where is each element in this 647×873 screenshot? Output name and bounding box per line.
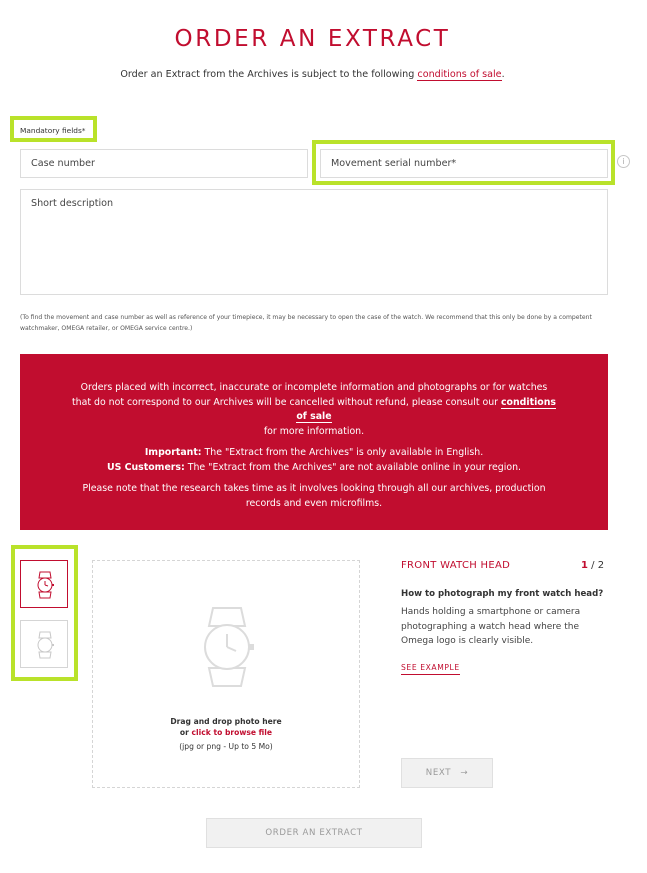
page-title: ORDER AN EXTRACT bbox=[174, 26, 451, 52]
us-customers-label: US Customers: bbox=[106, 461, 185, 473]
photo-dropzone[interactable] bbox=[92, 560, 360, 788]
browse-file-link[interactable]: click to browse file bbox=[191, 728, 273, 737]
mandatory-fields-label: Mandatory fields* bbox=[20, 126, 86, 135]
case-number-placeholder: Case number bbox=[31, 158, 95, 169]
next-label: NEXT bbox=[425, 768, 452, 778]
step-total: / 2 bbox=[591, 560, 605, 571]
thumbnail-back-watch[interactable] bbox=[20, 620, 68, 668]
step-counter bbox=[581, 560, 604, 571]
banner-paragraph-1 bbox=[70, 381, 558, 439]
short-description-field[interactable] bbox=[20, 189, 608, 295]
case-number-field[interactable] bbox=[20, 149, 308, 178]
drag-drop-text: Drag and drop photo here bbox=[170, 717, 282, 726]
see-example-link[interactable]: SEE EXAMPLE bbox=[401, 663, 460, 675]
how-to-title: How to photograph my front watch head? bbox=[401, 589, 604, 599]
banner-p1-suffix: for more information. bbox=[263, 425, 365, 437]
banner-paragraph-3: Please note that the research takes time as it involves looking through all our archives, production records and even microfilms. bbox=[82, 483, 546, 509]
info-icon[interactable]: i bbox=[617, 155, 630, 168]
intro-sentence: Order an Extract from the Archives is subject to the following bbox=[120, 69, 415, 80]
file-format-text: (jpg or png - Up to 5 Mo) bbox=[179, 742, 273, 751]
conditions-of-sale-link[interactable]: conditions of sale bbox=[417, 69, 502, 80]
watch-back-icon bbox=[34, 631, 56, 659]
how-to-description: Hands holding a smartphone or camera photographing a watch head where the Omega logo is clearly visible. bbox=[401, 607, 581, 646]
browse-line bbox=[93, 727, 359, 738]
us-customers-text: The "Extract from the Archives" are not available online in your region. bbox=[187, 461, 521, 473]
dropzone-instructions bbox=[93, 716, 359, 752]
step-current: 1 bbox=[581, 560, 588, 571]
order-extract-button[interactable]: ORDER AN EXTRACT bbox=[206, 818, 422, 848]
arrow-right-icon: → bbox=[460, 768, 469, 778]
movement-serial-placeholder: Movement serial number* bbox=[331, 158, 457, 169]
banner-p1-text: Orders placed with incorrect, inaccurate or incomplete information and photographs or for watches that do not correspond to our Archives will be cancelled without refund, please consult our bbox=[71, 382, 548, 408]
short-description-placeholder: Short description bbox=[31, 198, 114, 209]
or-text: or bbox=[179, 728, 189, 737]
next-button[interactable] bbox=[401, 758, 493, 788]
important-label: Important: bbox=[144, 447, 202, 458]
intro-text bbox=[0, 69, 625, 80]
banner-conditions-link[interactable]: conditions of sale bbox=[296, 396, 556, 422]
watch-icon bbox=[34, 571, 56, 599]
banner-paragraph-2 bbox=[70, 446, 558, 475]
thumbnail-front-watch-head[interactable] bbox=[20, 560, 68, 608]
intro-suffix: . bbox=[501, 69, 505, 80]
important-text: The "Extract from the Archives" is only available in English. bbox=[204, 447, 484, 458]
watch-placeholder-icon bbox=[197, 606, 257, 688]
step-title: FRONT WATCH HEAD bbox=[401, 560, 511, 571]
movement-serial-field[interactable] bbox=[320, 149, 608, 178]
case-opening-note: (To find the movement and case number as well as reference of your timepiece, it may be necessary to open the case of the watch. We recommend that this only be done by a competent watchmaker, OMEGA retailer, or OMEGA service centre.) bbox=[20, 314, 592, 332]
warning-banner bbox=[20, 354, 608, 530]
